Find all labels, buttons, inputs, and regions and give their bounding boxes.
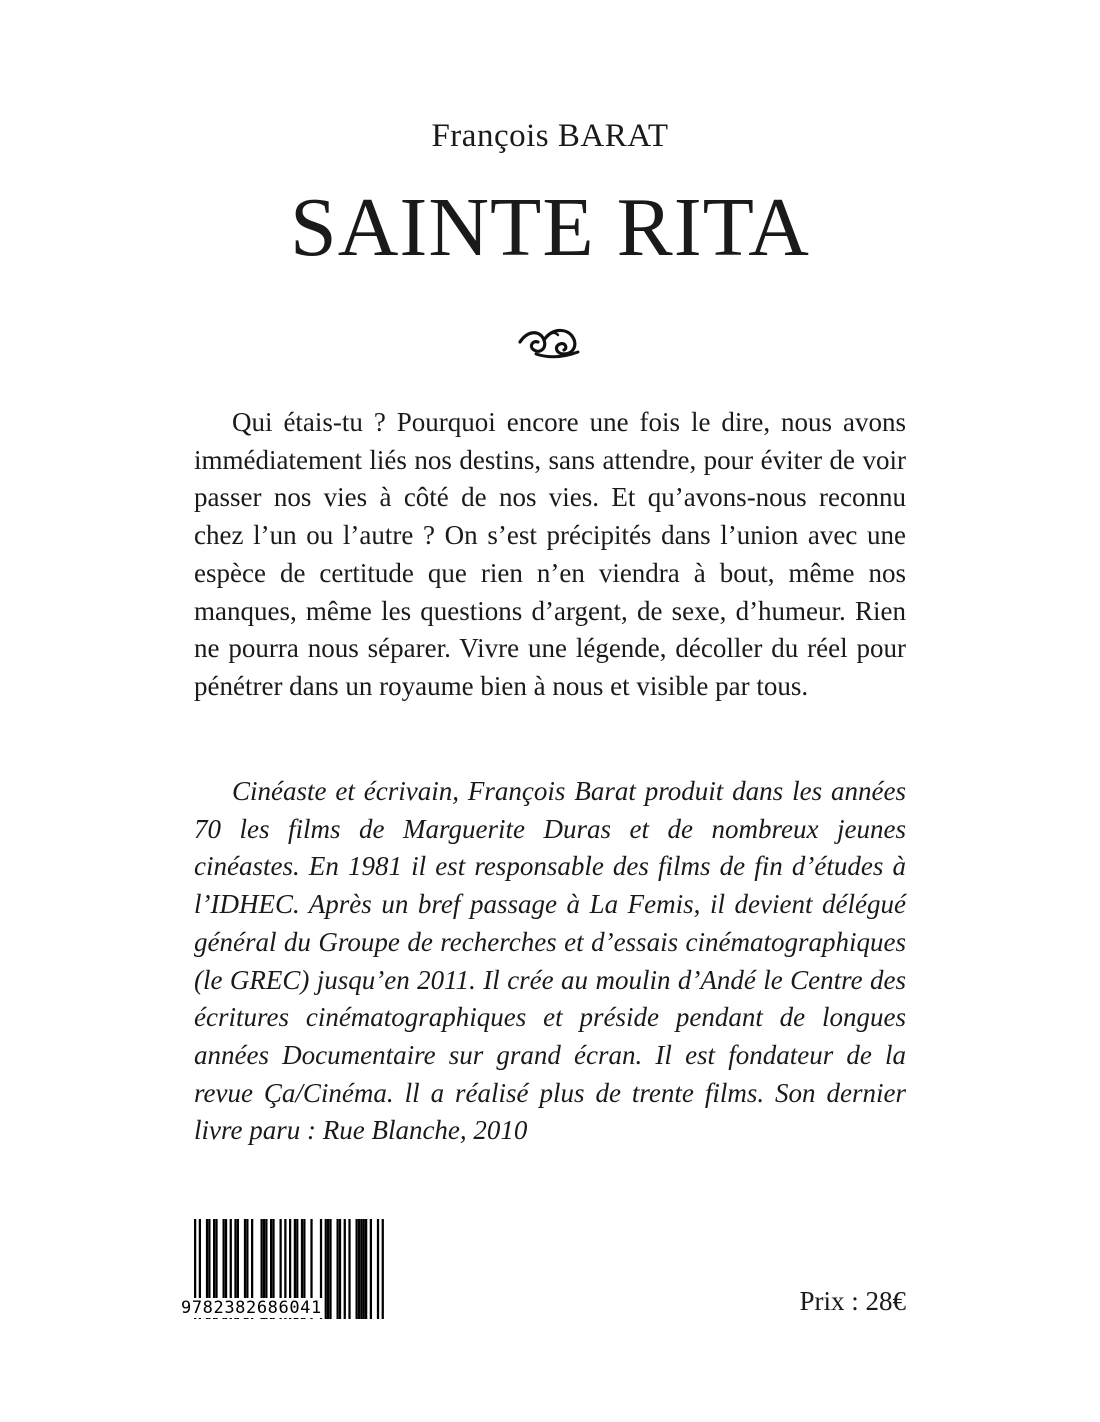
- author-name: François BARAT: [431, 118, 669, 154]
- isbn-digits-text: 9782382686041: [181, 1298, 322, 1318]
- isbn-digits: [180, 1297, 386, 1319]
- price-label: Prix : 28€: [799, 1286, 906, 1316]
- book-title: SAINTE RITA: [290, 181, 810, 274]
- author-bio: Cinéaste et écrivain, François Barat produit dans les années 70 les films de Marguerite Duras et de nombreux jeunes cinéastes. En 1981 il est responsable des films de fin d’études à l’IDHEC. Après un bref passage à La Femis, il devient délégué général du Groupe de recherches et d’essais cinématographiques (le GREC) jusqu’en 2011. Il crée au moulin d’Andé le Centre des écritures cinématographiques et préside pendant de longues années Documentaire sur grand écran. Il est fondateur de la revue Ça/Cinéma. ll a réalisé plus de trente films. Son dernier livre paru : Rue Blanche, 2010: [194, 776, 906, 1146]
- fleuron-ornament-icon: [518, 322, 582, 362]
- isbn-barcode: [180, 1219, 386, 1319]
- back-cover-blurb: Qui étais-tu ? Pourquoi encore une fois le dire, nous avons immédiatement liés nos destins, sans attendre, pour éviter de voir passer nos vies à côté de nos vies. Et qu’avons-nous reconnu chez l’un ou l’autre ? On s’est précipités dans l’union avec une espèce de certitude que rien n’en viendra à bout, même nos manques, même les questions d’argent, de sexe, d’humeur. Rien ne pourra nous séparer. Vivre une légende, décoller du réel pour pénétrer dans un royaume bien à nous et visible par tous.: [194, 407, 906, 701]
